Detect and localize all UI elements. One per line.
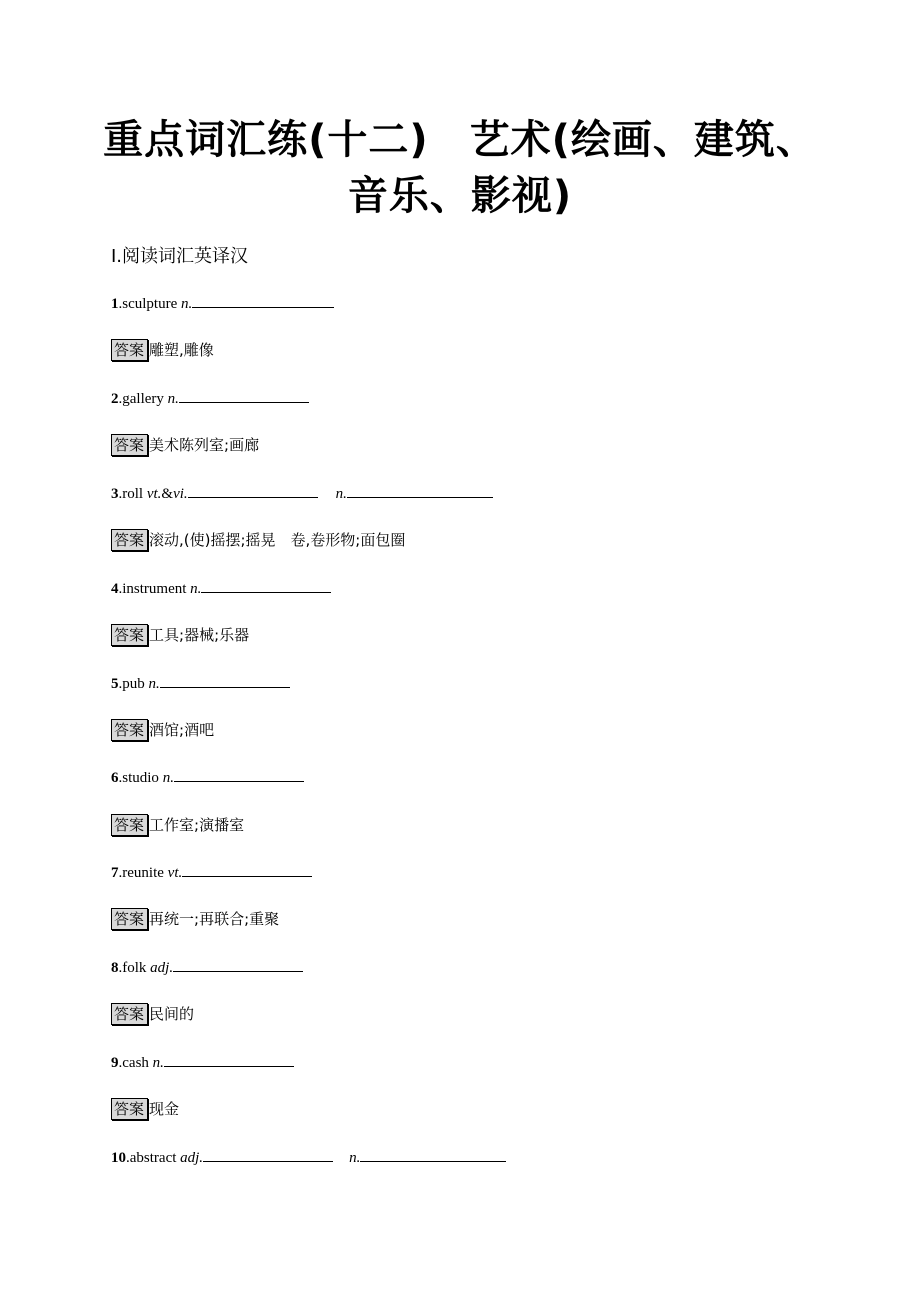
- page-title: 重点词汇练(十二) 艺术(绘画、建筑、音乐、影视): [103, 117, 817, 219]
- answer-text: 美术陈列室;画廊: [149, 436, 260, 454]
- question-5: [111, 673, 290, 693]
- answer-tag: 答案: [111, 339, 148, 361]
- part-of-speech: n.: [148, 676, 160, 692]
- question-word: .studio: [118, 770, 163, 786]
- answer-blank[interactable]: [360, 1147, 506, 1162]
- question-number: 3: [111, 486, 119, 502]
- question-number: 10: [111, 1150, 126, 1166]
- question-number: 6: [111, 770, 119, 786]
- question-word: .reunite: [118, 865, 168, 881]
- section-heading: Ⅰ.阅读词汇英译汉: [111, 246, 249, 267]
- part-of-speech: vt.: [167, 865, 183, 881]
- question-word: .abstract: [126, 1150, 181, 1166]
- answer-8: [111, 1003, 194, 1025]
- answer-3: [111, 529, 405, 551]
- answer-blank[interactable]: [347, 483, 493, 498]
- answer-text: 民间的: [149, 1005, 195, 1023]
- answer-blank[interactable]: [173, 957, 303, 972]
- question-2: [111, 388, 309, 408]
- answer-9: [111, 1098, 179, 1120]
- part-of-speech: vt.: [146, 486, 162, 502]
- answer-blank[interactable]: [164, 1052, 294, 1067]
- question-word: .cash: [118, 1055, 153, 1071]
- answer-5: [111, 719, 214, 741]
- part-of-speech: adj.: [180, 1150, 204, 1166]
- answer-4: [111, 624, 249, 646]
- answer-1: [111, 339, 214, 361]
- part-of-speech: adj.: [150, 960, 174, 976]
- question-4: [111, 578, 331, 598]
- question-number: 7: [111, 865, 119, 881]
- answer-blank[interactable]: [203, 1147, 333, 1162]
- part-of-speech: n.: [152, 1055, 164, 1071]
- question-10: [111, 1147, 506, 1167]
- answer-text: 雕塑,雕像: [149, 341, 214, 359]
- question-3: [111, 483, 493, 503]
- question-word: .sculpture: [118, 296, 181, 312]
- answer-blank[interactable]: [174, 767, 304, 782]
- question-word: .pub: [118, 676, 149, 692]
- answer-tag: 答案: [111, 814, 148, 836]
- question-number: 2: [111, 391, 119, 407]
- question-word: .gallery: [118, 391, 168, 407]
- question-1: [111, 293, 334, 313]
- answer-blank[interactable]: [182, 862, 312, 877]
- answer-text: 工具;器械;乐器: [149, 626, 250, 644]
- ampersand: &: [161, 486, 174, 502]
- answer-tag: 答案: [111, 624, 148, 646]
- question-word: .instrument: [118, 581, 191, 597]
- question-7: [111, 862, 312, 882]
- answer-6: [111, 814, 244, 836]
- question-number: 4: [111, 581, 119, 597]
- question-word: .roll: [118, 486, 147, 502]
- answer-blank[interactable]: [192, 293, 334, 308]
- part-of-speech: n.: [180, 296, 193, 312]
- question-number: 8: [111, 960, 119, 976]
- question-6: [111, 767, 304, 787]
- question-number: 5: [111, 676, 119, 692]
- question-number: 1: [111, 296, 119, 312]
- part-of-speech: n.: [162, 770, 174, 786]
- question-number: 9: [111, 1055, 119, 1071]
- answer-blank[interactable]: [179, 388, 309, 403]
- answer-text: 工作室;演播室: [149, 816, 245, 834]
- answer-7: [111, 908, 279, 930]
- part-of-speech: n.: [335, 486, 347, 502]
- answer-blank[interactable]: [188, 483, 318, 498]
- answer-tag: 答案: [111, 434, 148, 456]
- answer-text: 现金: [149, 1100, 180, 1118]
- answer-tag: 答案: [111, 529, 148, 551]
- answer-text: 滚动,(使)摇摆;摇晃 卷,卷形物;面包圈: [149, 531, 406, 549]
- answer-blank[interactable]: [160, 673, 290, 688]
- part-of-speech: n.: [190, 581, 202, 597]
- answer-tag: 答案: [111, 1003, 148, 1025]
- answer-tag: 答案: [111, 908, 148, 930]
- question-9: [111, 1052, 294, 1072]
- part-of-speech: n.: [349, 1150, 361, 1166]
- question-8: [111, 957, 303, 977]
- answer-tag: 答案: [111, 1098, 148, 1120]
- answer-text: 再统一;再联合;重聚: [149, 910, 280, 928]
- part-of-speech: n.: [167, 391, 179, 407]
- answer-tag: 答案: [111, 719, 148, 741]
- answer-blank[interactable]: [201, 578, 331, 593]
- part-of-speech: vi.: [173, 486, 188, 502]
- question-word: .folk: [118, 960, 151, 976]
- answer-text: 酒馆;酒吧: [149, 721, 215, 739]
- answer-2: [111, 434, 259, 456]
